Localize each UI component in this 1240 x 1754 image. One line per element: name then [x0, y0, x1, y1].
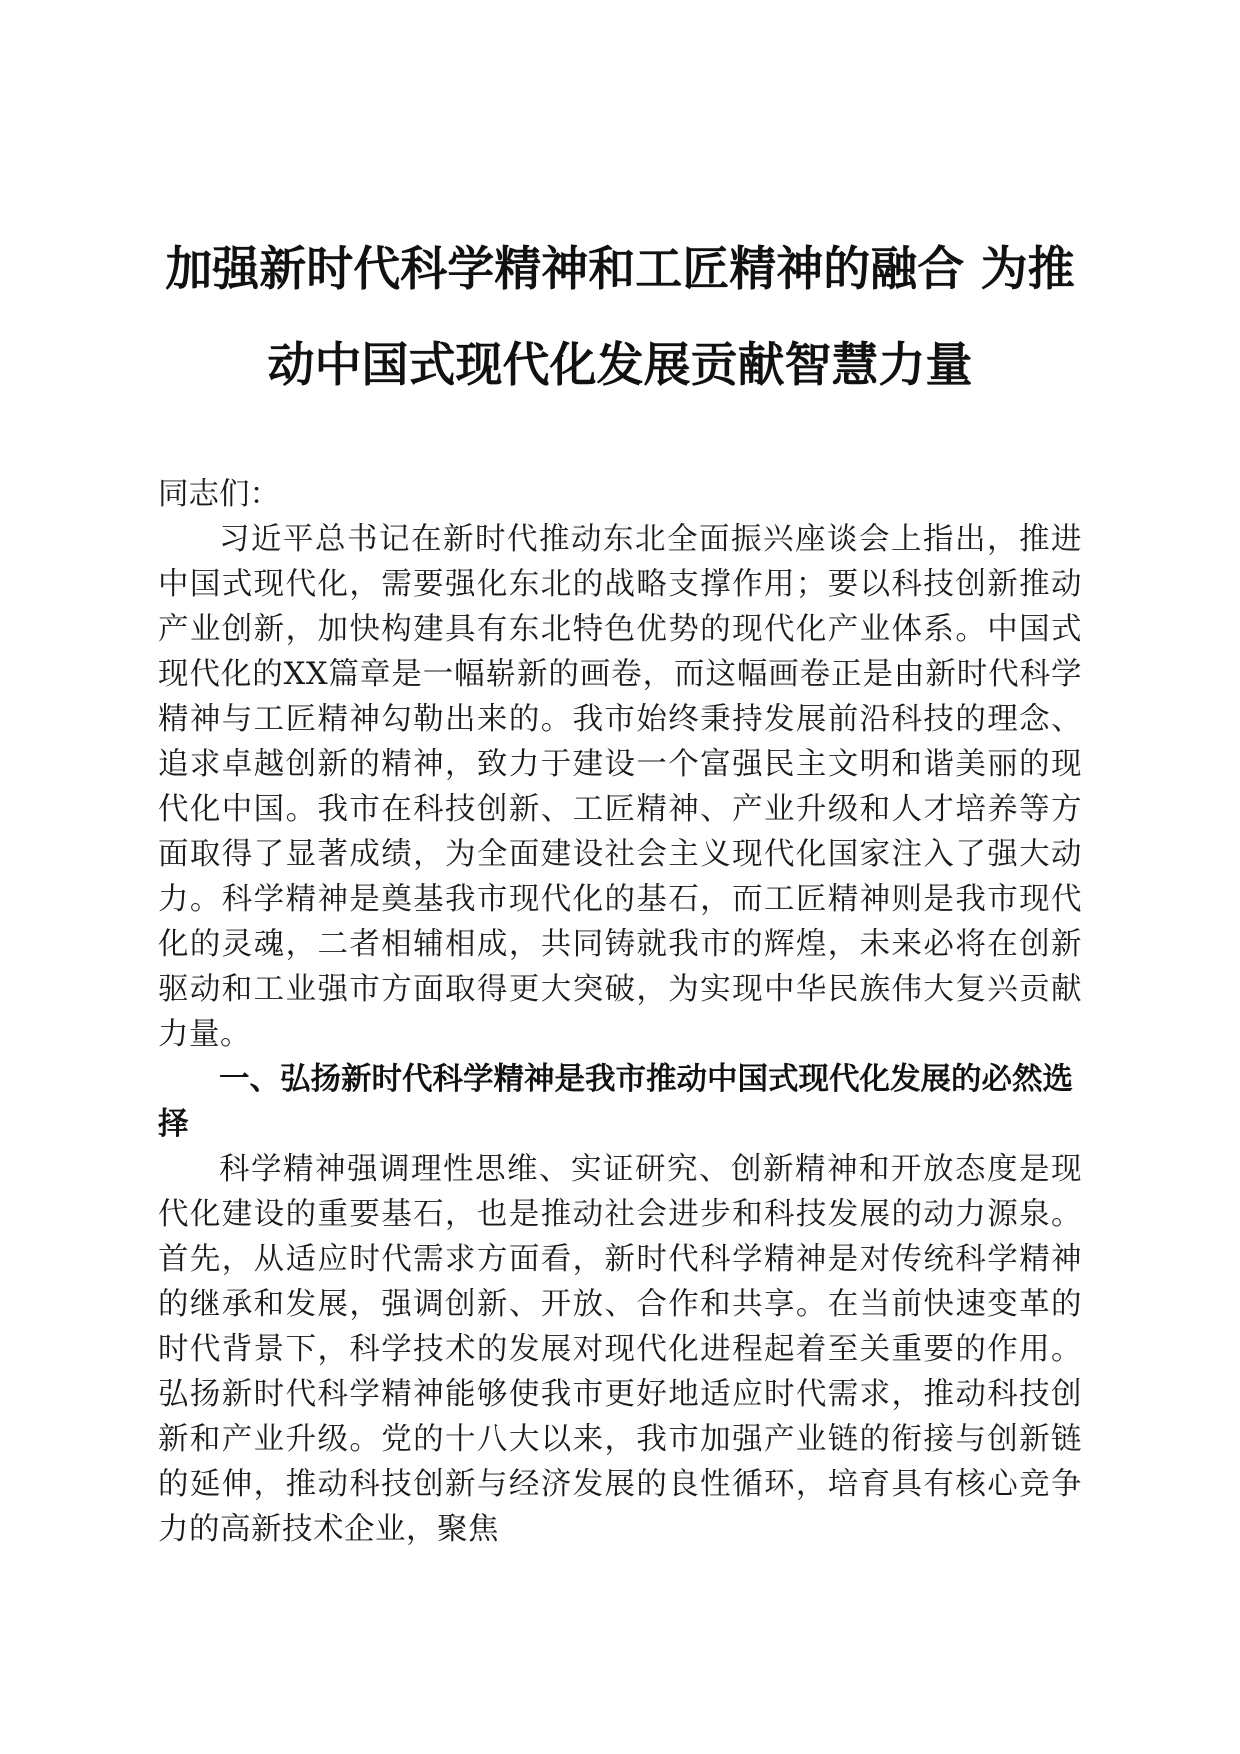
- document-title: [158, 222, 1082, 414]
- section-heading-1: 一、弘扬新时代科学精神是我市推动中国式现代化发展的必然选择: [158, 1062, 1073, 1142]
- title-line-2: 动中国式现代化发展贡献智慧力量: [267, 338, 973, 393]
- document-body: [158, 472, 1082, 1552]
- title-line-1: 加强新时代科学精神和工匠精神的融合 为推: [165, 242, 1075, 297]
- paragraph-section-1: 科学精神强调理性思维、实证研究、创新精神和开放态度是现代化建设的重要基石，也是推动社会进步和科技发展的动力源泉。首先，从适应时代需求方面看，新时代科学精神是对传统科学精神的继承和发展，强调创新、开放、合作和共享。在当前快速变革的时代背景下，科学技术的发展对现代化进程起着至关重要的作用。弘扬新时代科学精神能够使我市更好地适应时代需求，推动科技创新和产业升级。党的十八大以来，我市加强产业链的衔接与创新链的延伸，推动科技创新与经济发展的良性循环，培育具有核心竞争力的高新技术企业，聚焦: [158, 1152, 1082, 1547]
- paragraph-intro: 习近平总书记在新时代推动东北全面振兴座谈会上指出，推进中国式现代化，需要强化东北的战略支撑作用；要以科技创新推动产业创新，加快构建具有东北特色优势的现代化产业体系。中国式现代化的XX篇章是一幅崭新的画卷，而这幅画卷正是由新时代科学精神与工匠精神勾勒出来的。我市始终秉持发展前沿科技的理念、追求卓越创新的精神，致力于建设一个富强民主文明和谐美丽的现代化中国。我市在科技创新、工匠精神、产业升级和人才培养等方面取得了显著成绩，为全面建设社会主义现代化国家注入了强大动力。科学精神是奠基我市现代化的基石，而工匠精神则是我市现代化的灵魂，二者相辅相成，共同铸就我市的辉煌，未来必将在创新驱动和工业强市方面取得更大突破，为实现中华民族伟大复兴贡献力量。: [158, 522, 1082, 1052]
- salutation: 同志们：: [158, 477, 280, 512]
